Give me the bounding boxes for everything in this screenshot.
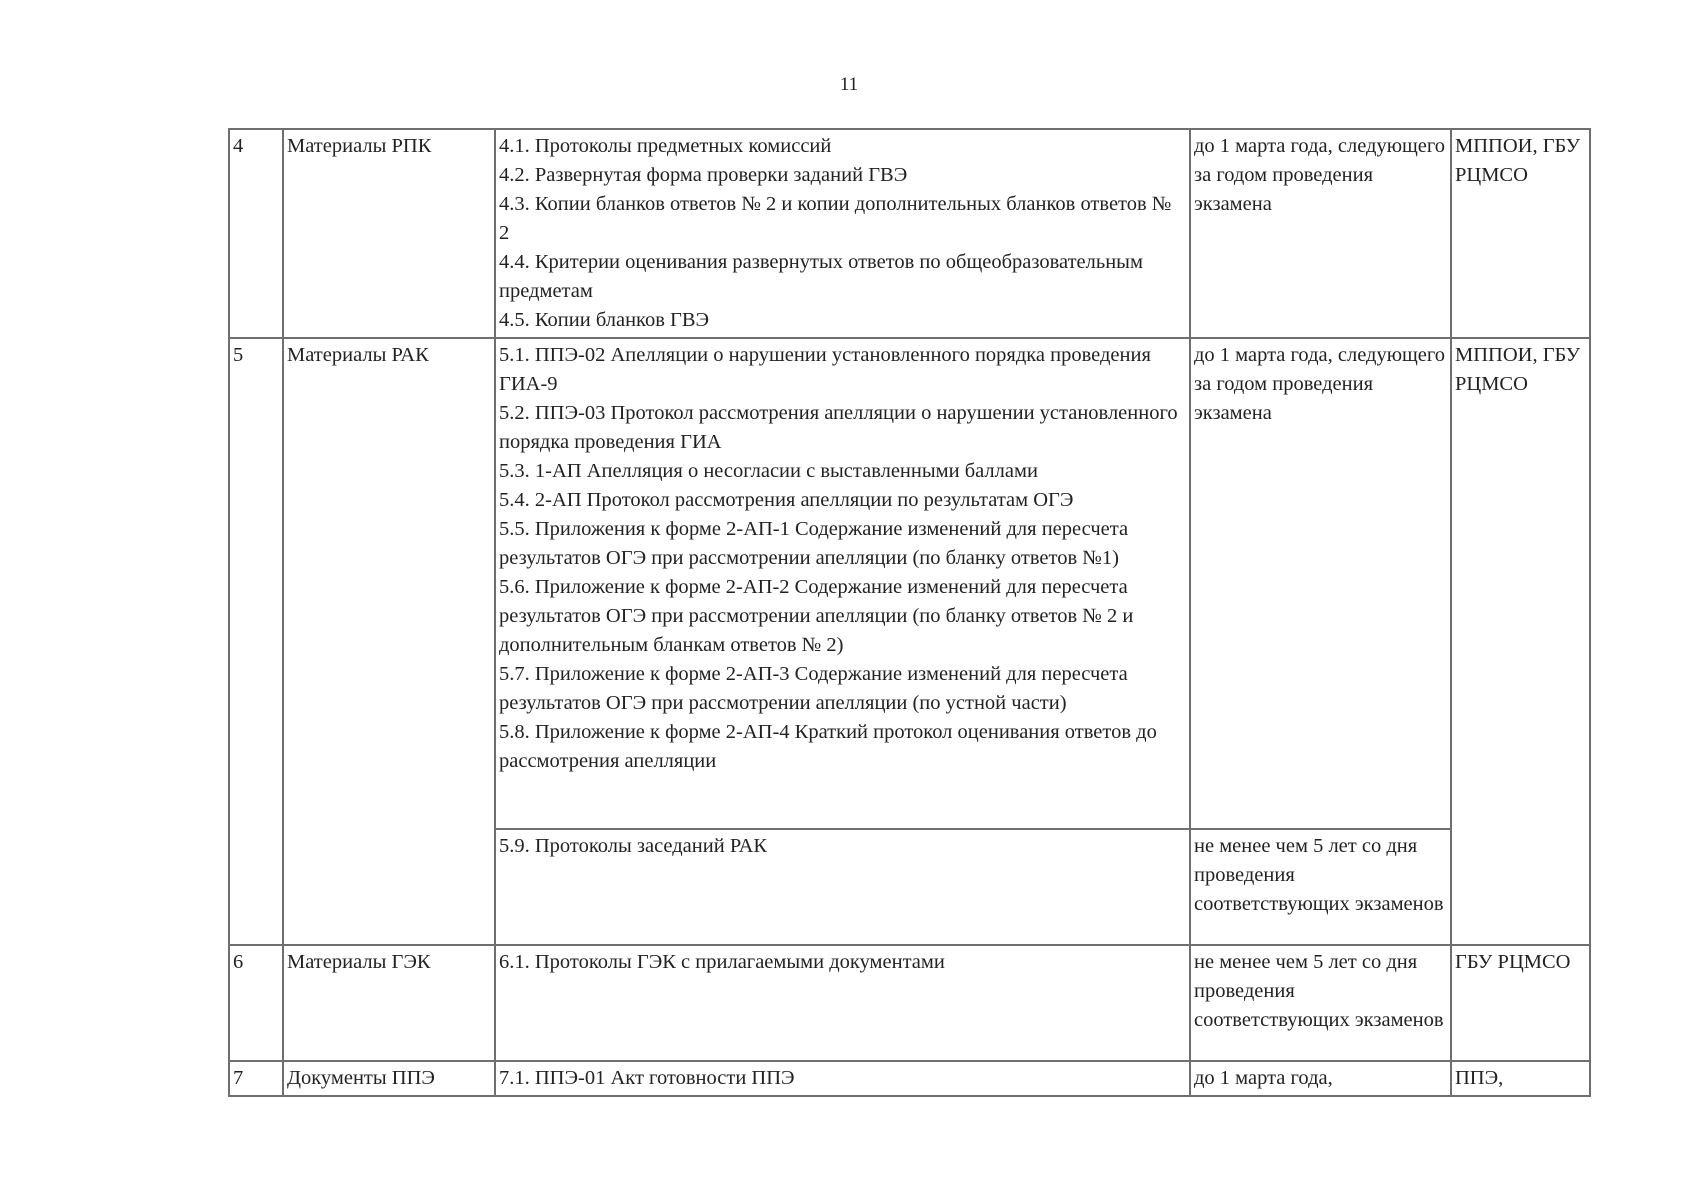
document-item: 4.1. Протоколы предметных комиссий [499, 135, 832, 157]
table-row-5 [229, 338, 1590, 829]
document-item: 5.7. Приложение к форме 2-АП-3 Содержание изменений для пересчета результатов ОГЭ при рассмотрении апелляции (по устной части) [499, 663, 1128, 714]
table-row-6 [229, 945, 1590, 1061]
row-number: 7 [229, 1061, 283, 1096]
material-name: Документы ППЭ [283, 1061, 495, 1096]
storage-term: до 1 марта года, следующего за годом проведения экзамена [1190, 129, 1451, 338]
storage-place: ГБУ РЦМСО [1451, 945, 1590, 1061]
storage-place: ППЭ, [1451, 1061, 1590, 1096]
document-item: 4.2. Развернутая форма проверки заданий ГВЭ [499, 164, 908, 186]
document-item: 5.5. Приложения к форме 2-АП-1 Содержание изменений для пересчета результатов ОГЭ при рассмотрении апелляции (по бланку ответов №1) [499, 518, 1129, 569]
document-item: 5.1. ППЭ-02 Апелляции о нарушении установленного порядка проведения ГИА-9 [499, 344, 1151, 395]
document-item: 5.6. Приложение к форме 2-АП-2 Содержание изменений для пересчета результатов ОГЭ при рассмотрении апелляции (по бланку ответов № 2 и дополнительным бланкам ответов № 2) [499, 576, 1134, 656]
material-name: Материалы РПК [283, 129, 495, 338]
storage-term: до 1 марта года, следующего за годом проведения экзамена [1190, 338, 1451, 829]
document-list [495, 945, 1190, 1061]
document-item: 5.3. 1-АП Апелляция о несогласии с выставленными баллами [499, 460, 1038, 482]
document-item: 4.3. Копии бланков ответов № 2 и копии дополнительных бланков ответов № 2 [499, 193, 1172, 244]
table-row-7 [229, 1061, 1590, 1096]
document-item: 6.1. Протоколы ГЭК с прилагаемыми документами [499, 951, 945, 973]
material-name: Материалы РАК [283, 338, 495, 945]
records-table [228, 128, 1591, 1097]
storage-place: МППОИ, ГБУ РЦМСО [1451, 129, 1590, 338]
page-number: 11 [839, 74, 859, 95]
row-number: 5 [229, 338, 283, 945]
table-row-4 [229, 129, 1590, 338]
document-item: 7.1. ППЭ-01 Акт готовности ППЭ [499, 1067, 795, 1089]
storage-term: не менее чем 5 лет со дня проведения соответствующих экзаменов [1190, 829, 1451, 945]
material-name: Материалы ГЭК [283, 945, 495, 1061]
document-list [495, 129, 1190, 338]
document-item: 4.4. Критерии оценивания развернутых ответов по общеобразовательным предметам [499, 251, 1143, 302]
storage-term: не менее чем 5 лет со дня проведения соответствующих экзаменов [1190, 945, 1451, 1061]
storage-place: МППОИ, ГБУ РЦМСО [1451, 338, 1590, 945]
document-item: 4.5. Копии бланков ГВЭ [499, 309, 710, 331]
row-number: 6 [229, 945, 283, 1061]
document-list [495, 1061, 1190, 1096]
row-number: 4 [229, 129, 283, 338]
document-list [495, 338, 1190, 829]
storage-term: до 1 марта года, [1190, 1061, 1451, 1096]
document-item: 5.9. Протоколы заседаний РАК [495, 829, 1190, 945]
document-item: 5.2. ППЭ-03 Протокол рассмотрения апелляции о нарушении установленного порядка проведения ГИА [499, 402, 1178, 453]
document-item: 5.8. Приложение к форме 2-АП-4 Краткий протокол оценивания ответов до рассмотрения апелляции [499, 721, 1157, 772]
document-item: 5.4. 2-АП Протокол рассмотрения апелляции по результатам ОГЭ [499, 489, 1074, 511]
